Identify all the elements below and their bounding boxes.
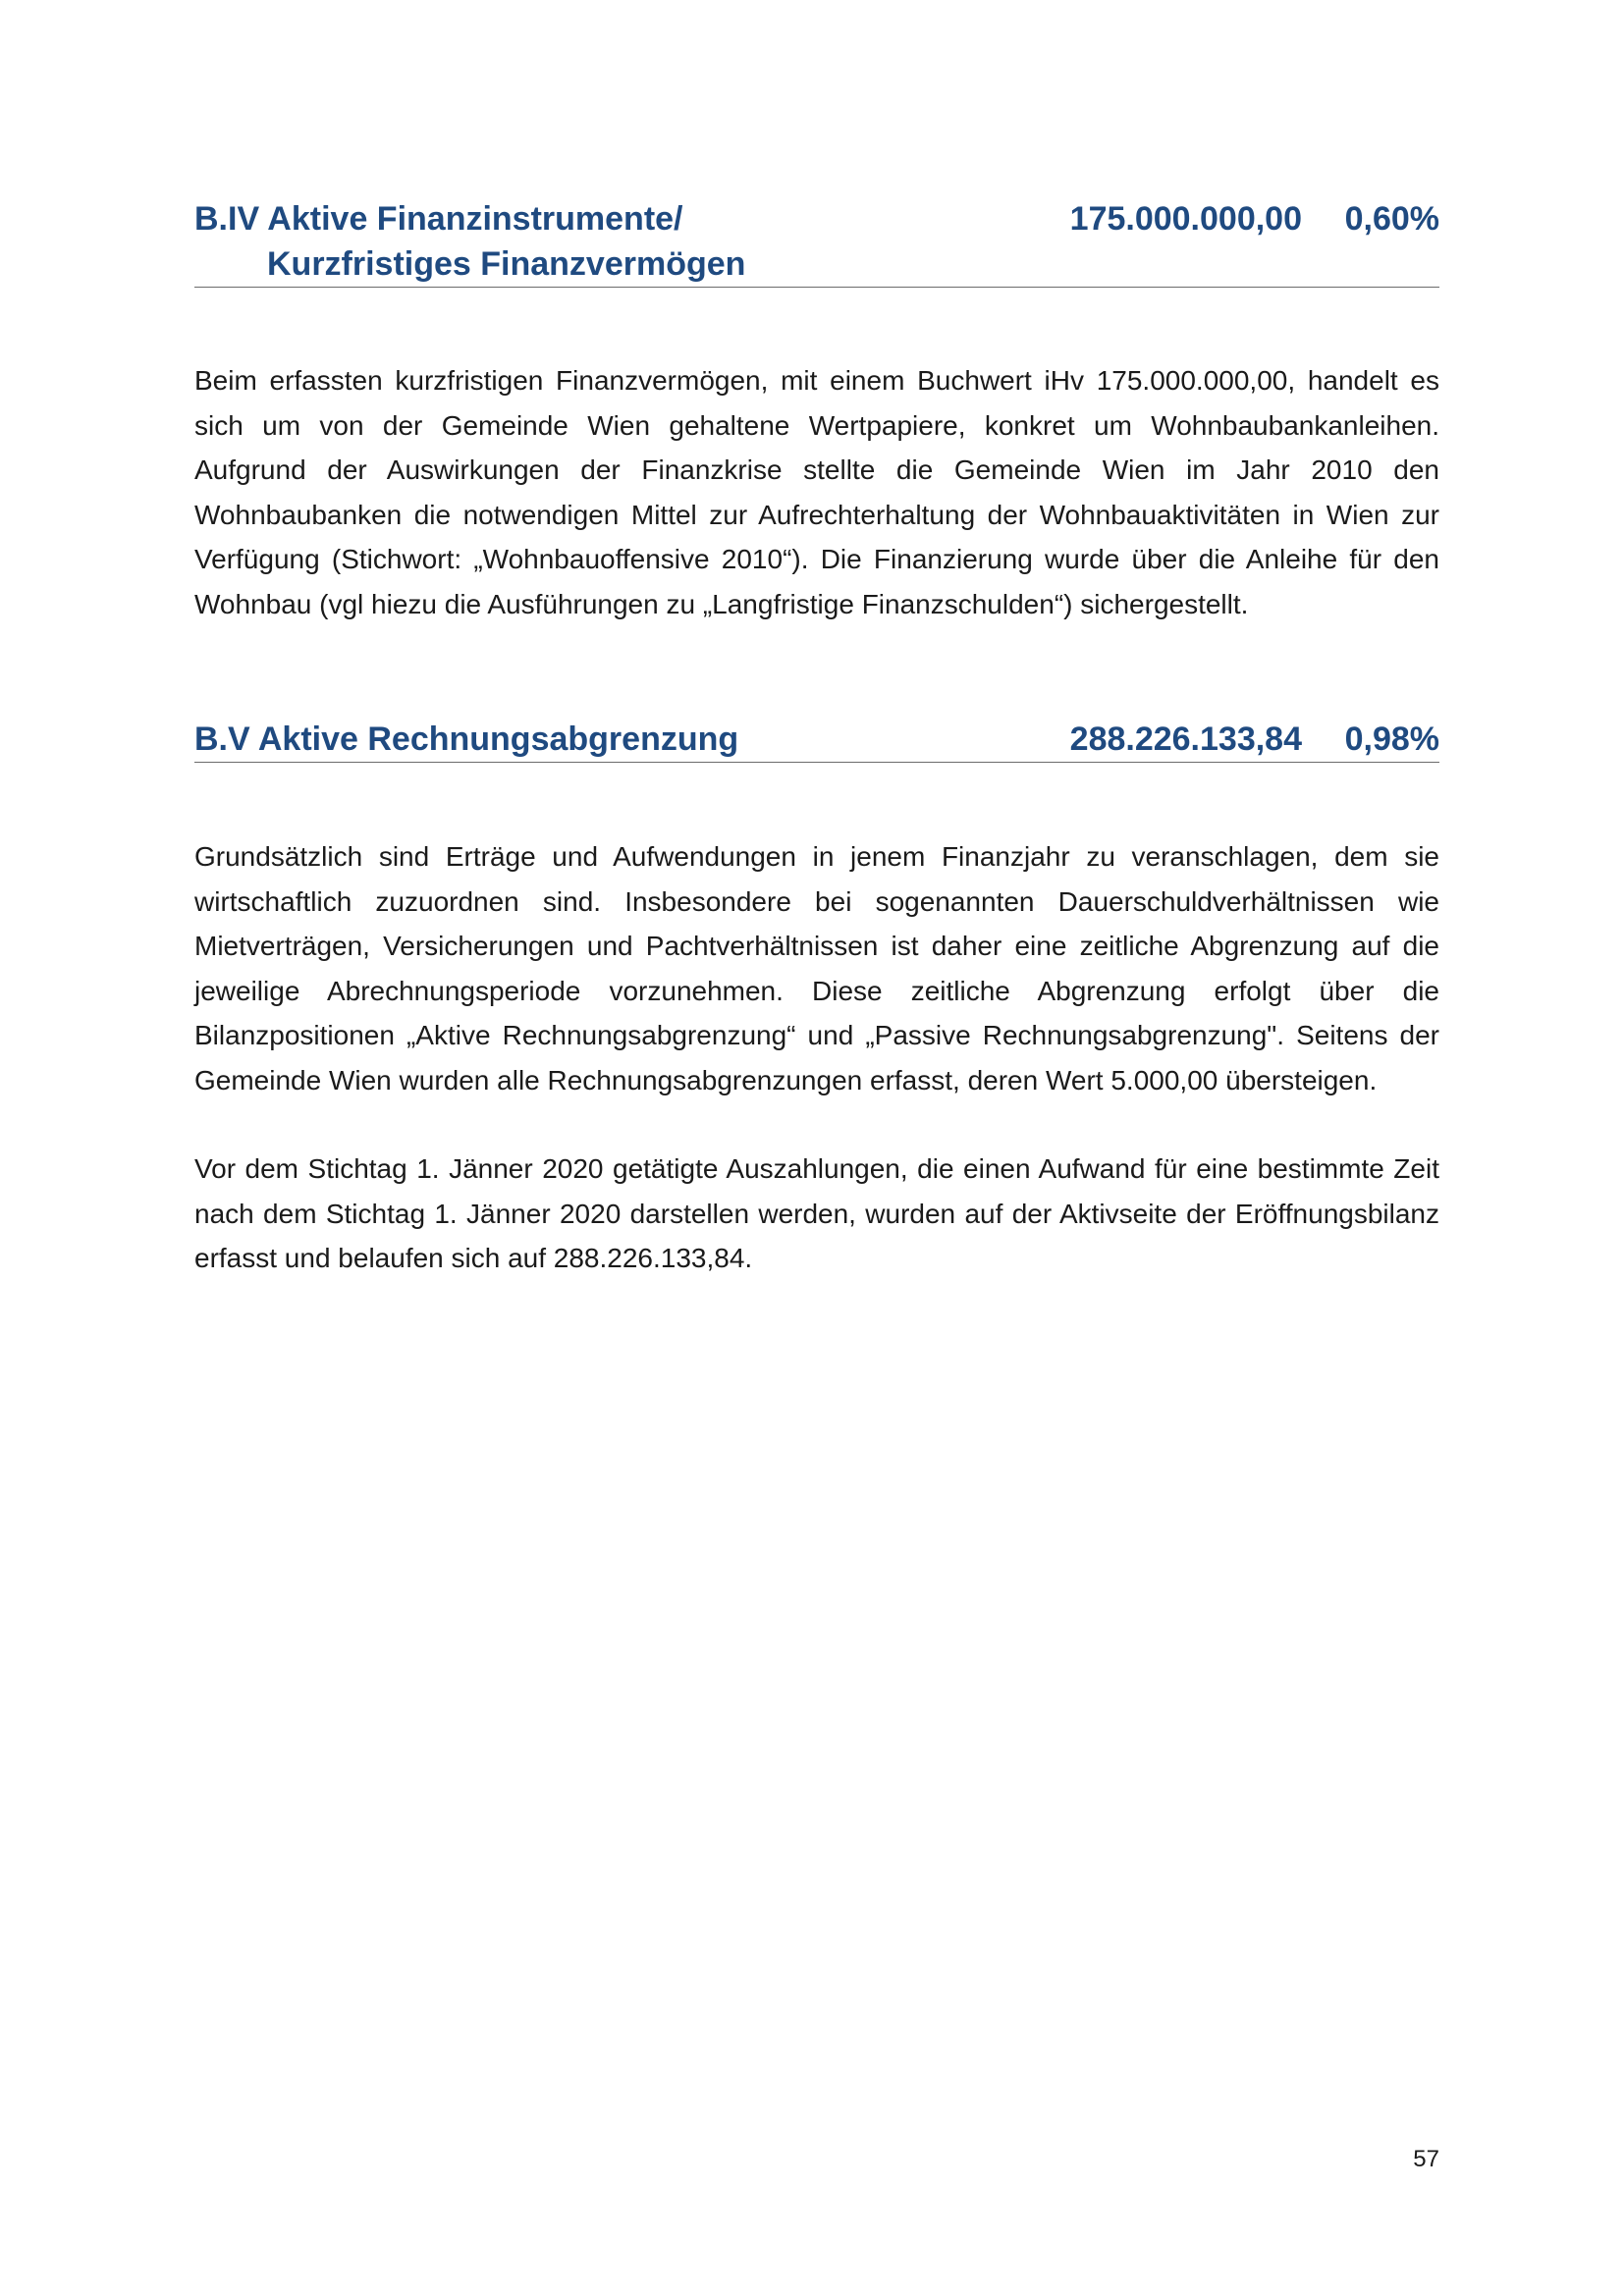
heading-row	[194, 196, 1439, 241]
section-heading-bv	[194, 717, 1439, 763]
section-amount: 288.226.133,84	[1069, 721, 1302, 758]
section-amount: 175.000.000,00	[1069, 200, 1302, 238]
section-title: B.V Aktive Rechnungsabgrenzung	[194, 721, 739, 758]
section-title: B.IV Aktive Finanzinstrumente/	[194, 200, 683, 238]
paragraph: Vor dem Stichtag 1. Jänner 2020 getätigte Auszahlungen, die einen Aufwand für eine bestimmte Zeit nach dem Stichtag 1. Jänner 2020 darstellen werden, wurden auf der Aktivseite der Eröffnungsbilanz erfasst und belaufen sich auf 288.226.133,84.	[194, 1153, 1439, 1273]
paragraph: Beim erfassten kurzfristigen Finanzvermögen, mit einem Buchwert iHv 175.000.000,00, handelt es sich um von der Gemeinde Wien gehaltene Wertpapiere, konkret um Wohnbaubankanleihen. Aufgrund der Auswirkungen der Finanzkrise stellte die Gemeinde Wien im Jahr 2010 den Wohnbaubanken die notwendigen Mittel zur Aufrechterhaltung der Wohnbauaktivitäten in Wien zur Verfügung (Stichwort: „Wohnbauoffensive 2010“). Die Finanzierung wurde über die Anleihe für den Wohnbau (vgl hiezu die Ausführungen zu „Langfristige Finanzschulden“) sichergestellt.	[194, 365, 1439, 619]
heading-row	[194, 717, 1439, 762]
section-percent: 0,60%	[1344, 200, 1439, 238]
paragraph: Grundsätzlich sind Erträge und Aufwendungen in jenem Finanzjahr zu veranschlagen, dem sie wirtschaftlich zuzuordnen sind. Insbesondere bei sogenannten Dauerschuldverhältnissen wie Mietverträgen, Versicherungen und Pachtverhältnissen ist daher eine zeitliche Abgrenzung auf die jeweilige Abrechnungsperiode vorzunehmen. Diese zeitliche Abgrenzung erfolgt über die Bilanzpositionen „Aktive Rechnungsabgrenzung“ und „Passive Rechnungsabgrenzung". Seitens der Gemeinde Wien wurden alle Rechnungsabgrenzungen erfasst, deren Wert 5.000,00 übersteigen.	[194, 841, 1439, 1095]
page-number: 57	[1413, 2146, 1439, 2172]
section-percent: 0,98%	[1344, 721, 1439, 758]
section-heading-biv	[194, 196, 1439, 288]
section-subtitle: Kurzfristiges Finanzvermögen	[267, 245, 746, 283]
